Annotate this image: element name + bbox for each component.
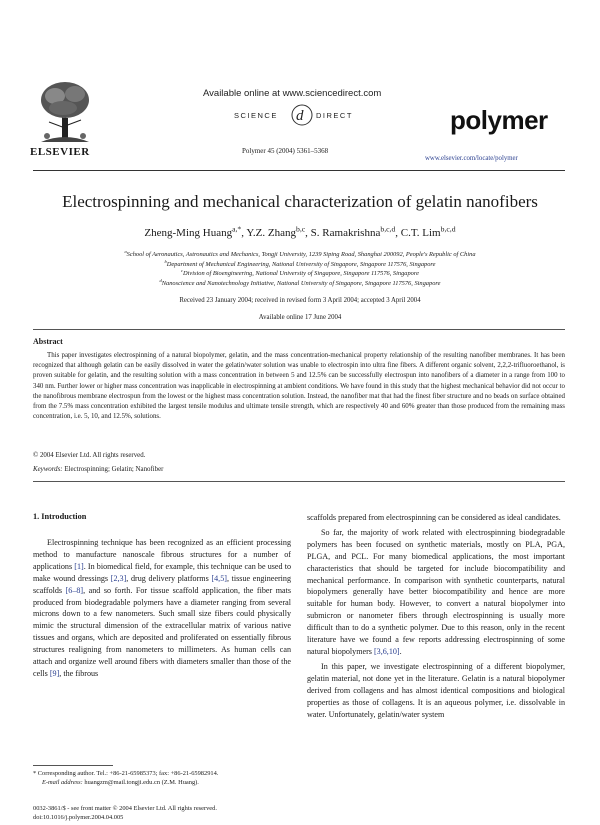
paper-title: Electrospinning and mechanical characterization of gelatin nanofibers (62, 192, 538, 211)
author-name: Zheng-Ming Huang (144, 227, 233, 239)
corresponding-author-text: * Corresponding author. Tel.: +86-21-65985373; fax: +86-21-65982914. (33, 770, 219, 777)
left-column (33, 537, 291, 680)
sd-mark: d (296, 108, 304, 124)
author-name: C.T. Lim (400, 227, 441, 239)
available-online-text: Available online at www.sciencedirect.com (203, 88, 382, 99)
journal-reference: Polymer 45 (2004) 5361–5368 (242, 147, 329, 155)
keywords-label: Keywords: (33, 466, 63, 473)
citation-link[interactable]: [9] (49, 668, 60, 678)
publisher-wordmark: ELSEVIER (30, 146, 90, 158)
title-divider (33, 329, 565, 330)
affiliation-line: $^c$Division of Bioengineering, National University of Singapore, Singapore 117576, Singapore (181, 268, 419, 278)
doi-line[interactable]: doi:10.1016/j.polymer.2004.04.005 (33, 813, 124, 821)
available-online-date: Available online 17 June 2004 (258, 314, 342, 321)
keywords-values: Electrospinning; Gelatin; Nanofiber (64, 466, 164, 473)
right-column (307, 512, 565, 720)
author-list: Zheng-Ming Huang$^{a,*}$, Y.Z. Zhang$^{b,c}$, S. Ramakrishna$^{b,c,d}$, C.T. Lim$^{b,c,d}$ (144, 224, 456, 239)
journal-url-link[interactable]: www.elsevier.com/locate/polymer (425, 155, 518, 162)
citation-link[interactable]: [1] (74, 561, 84, 571)
author-affiliation-mark: b,c,d (380, 224, 396, 234)
copyright-line: © 2004 Elsevier Ltd. All rights reserved. (33, 452, 146, 459)
paragraph: Electrospinning technique has been recognized as an efficient processing method to manufacture nanoscale fibrous structures for a number of applications [1]. In biomedical field, for example, this technique can be used to make wound dressings [2,3], drug delivery platforms [4,5], tissue engineering scaffolds [6–8], and so forth. For tissue scaffold application, the fiber mats produced from biodegradable polymers have a diameter ranging from several microns down to a few nanometers. Such small size fibers could physically mimic the structural dimension of the extracellular matrix of various native tissues and organs, which are deposited and proliferated on essentially fibrous structures realigning from nanometers to millimeters. As human cells can attach and organize well around fibers with diameters smaller than those of the cells [9], the fibrous (33, 538, 291, 678)
affiliation-mark: d (159, 277, 162, 283)
email-address[interactable]: huangzm@mail.tongji.edu.cn (Z.M. Huang). (84, 779, 199, 787)
sciencedirect-logo (232, 103, 372, 127)
sd-left-text: SCIENCE (234, 111, 278, 120)
abstract-divider (33, 481, 565, 482)
abstract-heading: Abstract (33, 337, 63, 346)
author-affiliation-mark: b,c,d (440, 224, 456, 234)
email-label: E-mail address: (42, 779, 83, 787)
issn-line: 0032-3861/$ - see front matter © 2004 Elsevier Ltd. All rights reserved. (33, 805, 217, 812)
affiliation-line: $^d$Nanoscience and Nanotechnology Initiative, National University of Singapore, Singapore 117576, Singapore (159, 277, 441, 288)
citation-link[interactable]: [4,5] (211, 573, 227, 583)
affiliation-line: $^a$School of Aeronautics, Astronautics and Mechanics, Tongji University, 1239 Siping Road, Shanghai 200092, People's Republic of China (124, 248, 476, 258)
affiliation-mark: c (181, 268, 183, 274)
affiliations (40, 250, 560, 289)
received-dates: Received 23 January 2004; received in revised form 3 April 2004; accepted 3 April 2004 (179, 297, 421, 304)
header-divider (33, 170, 565, 171)
author-affiliation-mark: b,c (295, 224, 306, 234)
corresponding-author-footnote (33, 769, 291, 787)
footnote-divider (33, 765, 113, 766)
author-name: S. Ramakrishna (310, 227, 381, 239)
keywords-line (33, 466, 163, 473)
citation-link[interactable]: [3,6,10] (373, 646, 400, 656)
paragraph: scaffolds prepared from electrospinning can be considered as ideal candidates. (307, 513, 561, 522)
citation-link[interactable]: [2,3] (110, 573, 127, 583)
affiliation-line: $^b$Department of Mechanical Engineering, National University of Singapore, Singapore 117576, Singapore (164, 258, 436, 268)
citation-link[interactable]: [6–8] (65, 585, 84, 595)
affiliation-mark: a (124, 248, 127, 254)
section-heading: 1. Introduction (33, 512, 87, 521)
abstract-text: This paper investigates electrospinning of a natural biopolymer, gelatin, and the mass concentration-mechanical property relationship of the resulting nanofiber membranes. It has been recognized that although gelatin can be easily dissolved in water the gelatin/water solution was unable to electrospin into ultra fine fibers. A different organic solvent, 2,2,2-trifluoroethanol, is proven suitable for gelatin, and the resulting solution with a mass concentration in between 5 and 12.5% can be successfully electrospun into nanofibers of a diameter in a range from 100 to 340 nm. Further lower or higher mass concentration was inapplicable in electrospinning at ambient conditions. We have found in this study that the highest mechanical behavior did not occur to the nanofibrous membrane electrospun from the lowest or the highest mass concentration solution. Instead, the nanofiber mat that had the finest fiber structure and no beads on surface obtained from the 7.5% mass concentration exhibited the largest tensile modulus and ultimate tensile strength, which are respectively 40 and 60% greater than those produced from the remaining mass concentration, i.e. 5, 10, and 12.5%, solutions. (33, 352, 565, 421)
author-name: Y.Z. Zhang (246, 227, 296, 239)
paragraph: In this paper, we investigate electrospinning of a different biopolymer, gelatin material, not done yet in the literature. Gelatin is a natural biopolymer derived from collagens and has almost identical compositions and biological properties as those of collagens. It is an aqueous polymer, i.e. dissolvable in water. Unfortunately, gelatin/water system (307, 661, 565, 719)
paragraph: So far, the majority of work related with electrospinning biodegradable polymers has been focused on synthetic materials, mostly on PLA, PGA, PLGA, and PCL. For many biomedical applications, the most important characteristics that should be targeted for include biocompatibility and mechanical performance. In comparison with synthetic counterparts, natural biopolymers generally have better biocompatibility and hence are more suitable for human body. However, to convert a natural biopolymer into submicron or nanometer fibers through electrospinning is usually more difficult than to do a synthetic polymer. Due to this reason, only in the recent literature have we found a few reports addressing electrospinning of some natural biopolymers [3,6,10]. (307, 527, 565, 656)
author-affiliation-mark: a,* (232, 224, 242, 234)
journal-logo: polymer (450, 105, 548, 135)
affiliation-mark: b (164, 258, 167, 264)
publication-info (33, 805, 333, 823)
sd-right-text: DIRECT (316, 111, 353, 120)
